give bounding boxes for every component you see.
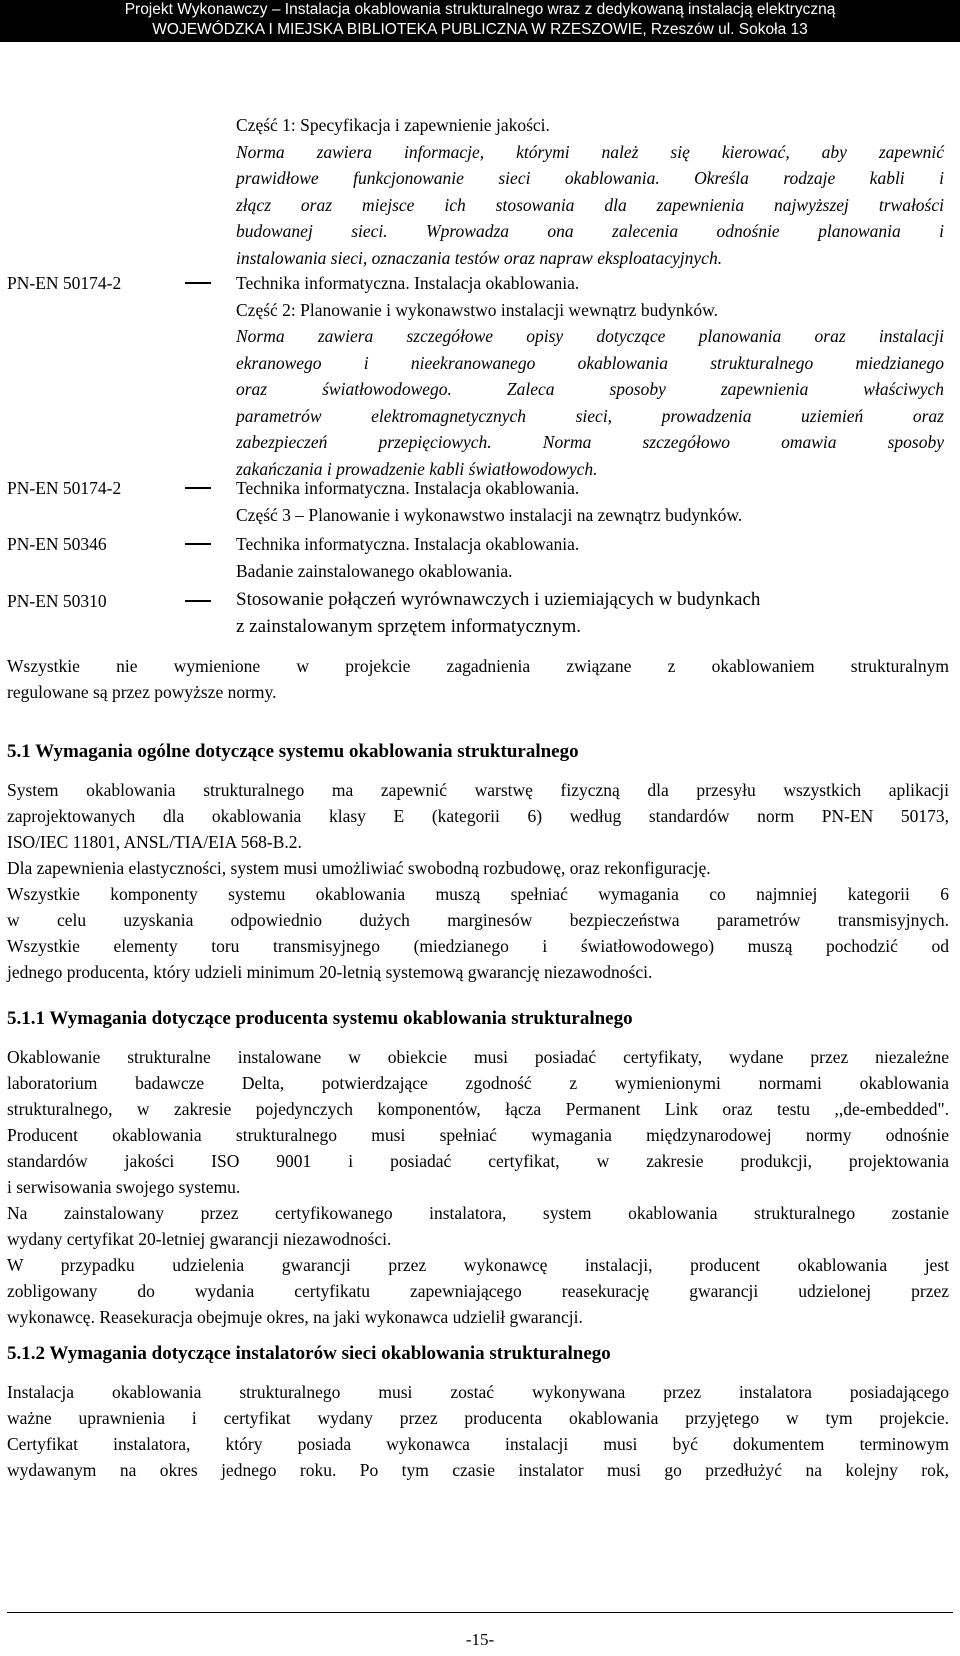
paragraph-line: zobligowany do wydania certyfikatu zapewniającego reasekurację gwarancji udzielonej przez <box>7 1281 949 1301</box>
paragraph-line: Na zainstalowany przez certyfikowanego instalatora, system okablowania strukturalnego zostanie <box>7 1203 949 1223</box>
description-line: prawidłowe funkcjonowanie sieci okablowania. Określa rodzaje kabli i <box>236 168 944 188</box>
standard-code: PN-EN 50174-2 <box>7 478 122 498</box>
description-line: ekranowego i nieekranowanego okablowania strukturalnego miedzianego <box>236 352 944 373</box>
part-title: Część 1: Specyfikacja i zapewnienie jakości. <box>236 115 550 135</box>
paragraph-line: regulowane są przez powyższe normy. <box>7 682 277 702</box>
standard-body <box>236 531 944 584</box>
standard-body <box>236 586 944 640</box>
description-line: parametrów elektromagnetycznych sieci, prowadzenia uziemień oraz <box>236 405 944 426</box>
standard-body <box>236 475 944 528</box>
footer-rule <box>7 1612 953 1613</box>
description-line: złącz oraz miejsce ich stosowania dla zapewnienia najwyższej trwałości <box>236 194 944 215</box>
standard-code: PN-EN 50346 <box>7 534 107 554</box>
intro-description <box>236 139 944 272</box>
section-heading-5-1-1: 5.1.1 Wymagania dotyczące producenta systemu okablowania strukturalnego <box>7 1008 633 1029</box>
dash-separator <box>185 543 211 545</box>
closing-note <box>7 653 949 705</box>
paragraph-line: Okablowanie strukturalne instalowane w obiekcie musi posiadać certyfikaty, wydane przez niezależne <box>7 1047 949 1067</box>
standard-title: Stosowanie połączeń wyrównawczych i uziemiających w budynkach <box>236 589 761 610</box>
standard-code: PN-EN 50310 <box>7 591 107 611</box>
paragraph-line: Wszystkie nie wymienione w projekcie zagadnienia związane z okablowaniem strukturalnym <box>7 656 949 676</box>
section-5-1-body <box>7 777 949 985</box>
paragraph-line: wydany certyfikat 20-letniej gwarancji niezawodności. <box>7 1229 392 1249</box>
paragraph-line: Instalacja okablowania strukturalnego musi zostać wykonywana przez instalatora posiadającego <box>7 1382 949 1402</box>
paragraph-line: i serwisowania swojego systemu. <box>7 1177 241 1197</box>
paragraph-line: Dla zapewnienia elastyczności, system musi umożliwiać swobodną rozbudowę, oraz rekonfigurację. <box>7 858 711 878</box>
section-heading-5-1: 5.1 Wymagania ogólne dotyczące systemu okablowania strukturalnego <box>7 741 579 762</box>
paragraph-line: zaprojektowanych dla okablowania klasy E (kategorii 6) według standardów norm PN-EN 50173, <box>7 806 949 826</box>
paragraph-line: standardów jakości ISO 9001 i posiadać certyfikat, w zakresie produkcji, projektowania <box>7 1151 949 1171</box>
standard-body <box>236 270 944 482</box>
standard-title: Technika informatyczna. Instalacja okablowania. <box>236 273 580 293</box>
standard-subtitle: Część 2: Planowanie i wykonawstwo instalacji wewnątrz budynków. <box>236 299 718 320</box>
description-line: zakańczania i prowadzenie kabli światłowodowych. <box>236 458 598 479</box>
dash-separator <box>185 282 211 284</box>
header-institution: WOJEWÓDZKA I MIEJSKA BIBLIOTEKA PUBLICZNA W RZESZOWIE, Rzeszów ul. Sokoła 13 <box>152 21 808 38</box>
description-line: oraz światłowodowego. Zaleca sposoby zapewnienia właściwych <box>236 379 944 399</box>
standard-title: Technika informatyczna. Instalacja okablowania. <box>236 478 580 498</box>
standard-subtitle: z zainstalowanym sprzętem informatycznym. <box>236 616 582 637</box>
paragraph-line: Wszystkie elementy toru transmisyjnego (miedzianego i światłowodowego) muszą pochodzić od <box>7 936 949 956</box>
section-heading-5-1-2: 5.1.2 Wymagania dotyczące instalatorów sieci okablowania strukturalnego <box>7 1343 611 1364</box>
paragraph-line: ISO/IEC 11801, ANSL/TIA/EIA 568-B.2. <box>7 832 302 852</box>
section-5-1-2-body <box>7 1379 949 1483</box>
paragraph-line: W przypadku udzielenia gwarancji przez wykonawcę instalacji, producent okablowania jest <box>7 1255 949 1275</box>
paragraph-line: laboratorium badawcze Delta, potwierdzające zgodność z wymienionymi normami okablowania <box>7 1073 949 1093</box>
intro-block <box>236 112 944 271</box>
standard-description <box>236 323 944 482</box>
paragraph-line: Producent okablowania strukturalnego musi spełniać wymagania międzynarodowej normy odnośnie <box>7 1125 949 1145</box>
paragraph-line: strukturalnego, w zakresie pojedynczych komponentów, łącza Permanent Link oraz testu ,,de-embedded". <box>7 1099 949 1119</box>
paragraph-line: ważne uprawnienia i certyfikat wydany przez producenta okablowania przyjętego w tym projekcie. <box>7 1408 949 1428</box>
standard-code: PN-EN 50174-2 <box>7 273 122 293</box>
description-line: Norma zawiera informacje, którymi należ się kierować, aby zapewnić <box>236 141 944 162</box>
page-number: -15- <box>465 1630 495 1649</box>
section-5-1-1-body <box>7 1044 949 1330</box>
dash-separator <box>185 600 211 602</box>
standard-subtitle: Badanie zainstalowanego okablowania. <box>236 560 513 581</box>
paragraph-line: wykonawcę. Reasekuracja obejmuje okres, na jaki wykonawca udzielił gwarancji. <box>7 1307 583 1327</box>
paragraph-line: jednego producenta, który udzieli minimum 20-letnią systemową gwarancję niezawodności. <box>7 962 653 982</box>
description-line: instalowania sieci, oznaczania testów oraz napraw eksploatacyjnych. <box>236 247 723 268</box>
description-line: Norma zawiera szczegółowe opisy dotyczące planowania oraz instalacji <box>236 326 944 346</box>
paragraph-line: System okablowania strukturalnego ma zapewnić warstwę fizyczną dla przesyłu wszystkich aplikacji <box>7 780 949 800</box>
standard-subtitle: Część 3 – Planowanie i wykonawstwo instalacji na zewnątrz budynków. <box>236 504 743 525</box>
paragraph-line: Certyfikat instalatora, który posiada wykonawca instalacji musi być dokumentem terminowym <box>7 1434 949 1454</box>
description-line: zabezpieczeń przepięciowych. Norma szczegółowo omawia sposoby <box>236 432 944 452</box>
description-line: budowanej sieci. Wprowadza ona zalecenia odnośnie planowania i <box>236 221 944 241</box>
header-project-title: Projekt Wykonawczy – Instalacja okablowania strukturalnego wraz z dedykowaną instalacją elektryczną <box>124 1 836 18</box>
paragraph-line: Wszystkie komponenty systemu okablowania muszą spełniać wymagania co najmniej kategorii 6 <box>7 884 949 904</box>
paragraph-line: wydawanym na okres jednego roku. Po tym czasie instalator musi go przedłużyć na kolejny rok, <box>7 1460 949 1480</box>
standard-title: Technika informatyczna. Instalacja okablowania. <box>236 534 580 554</box>
dash-separator <box>185 487 211 489</box>
paragraph-line: w celu uzyskania odpowiednio dużych marginesów bezpieczeństwa parametrów transmisyjnych. <box>7 910 949 930</box>
